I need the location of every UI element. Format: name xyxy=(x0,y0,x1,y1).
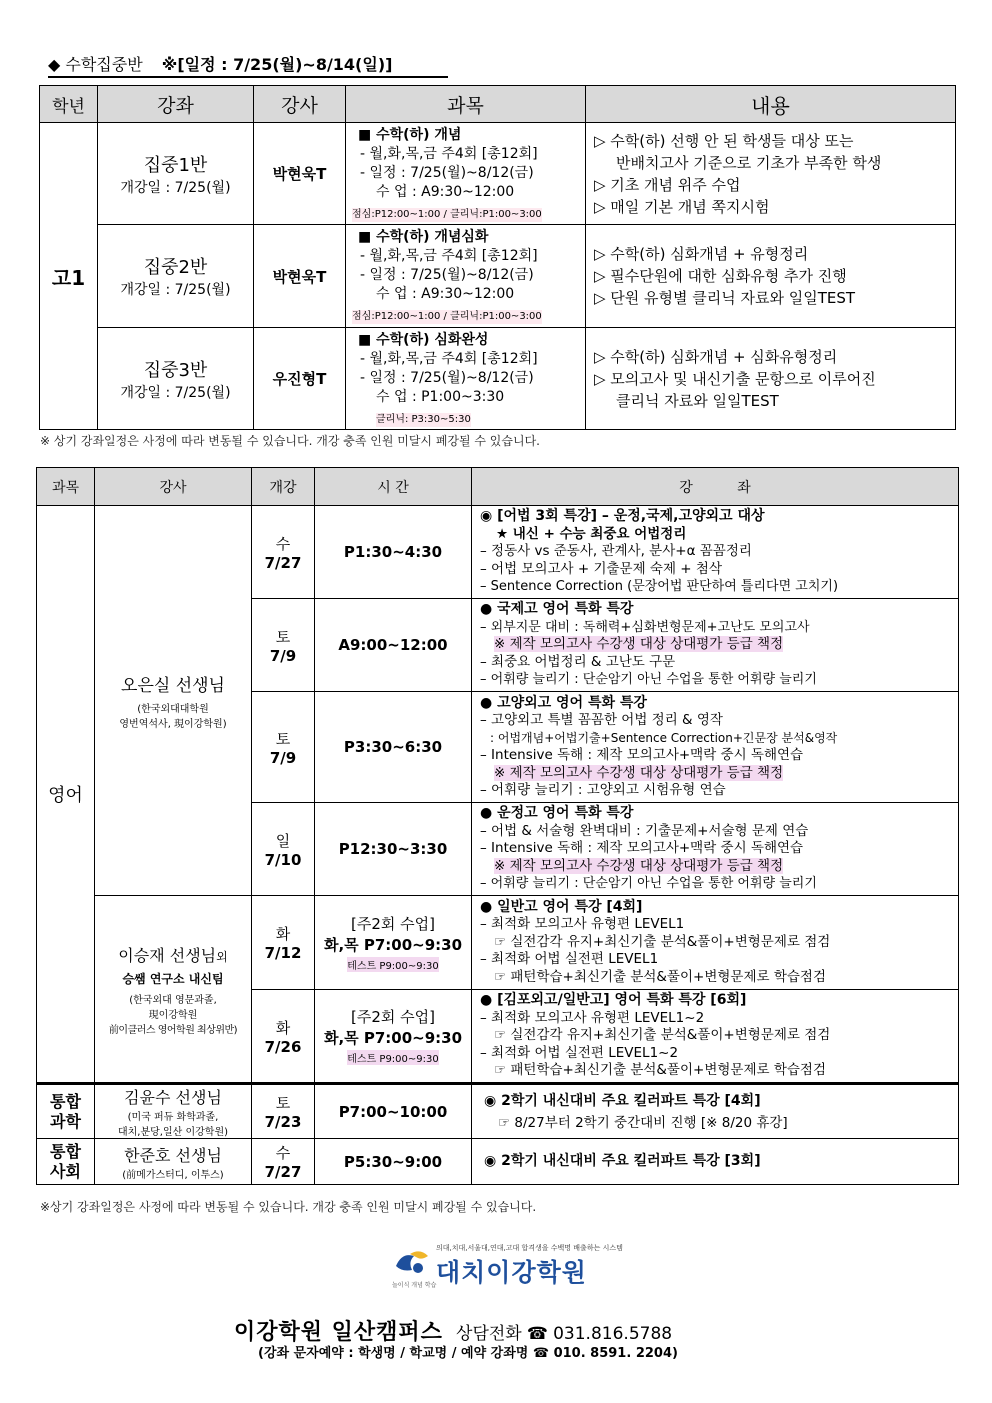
header-content: 내용 xyxy=(586,86,956,123)
time: P12:30~3:30 xyxy=(315,803,472,896)
lecture-line: – 어휘량 늘리기 : 단순암기 아닌 수업을 통한 어휘량 늘리기 xyxy=(480,876,817,892)
content-line: ▷ 필수단원에 대한 심화유형 추가 진행 xyxy=(594,267,847,285)
table-row xyxy=(40,225,956,328)
section2-note: ※상기 강좌일정은 사정에 따라 변동될 수 있습니다. 개강 충족 인원 미달시 폐강될 수 있습니다. xyxy=(40,1200,537,1214)
teacher-sub: (한국외대대학원 xyxy=(137,704,209,715)
subject-line: - 월,화,목,금 주4회 [총12회] xyxy=(360,145,538,162)
title-underline xyxy=(48,76,448,78)
course-start: 개강일 : 7/25(월) xyxy=(120,179,231,196)
test-time: 테스트 P9:00~9:30 xyxy=(347,957,438,972)
time: P3:30~6:30 xyxy=(315,692,472,803)
header-lecture: 강 좌 xyxy=(472,468,959,506)
course-start: 개강일 : 7/25(월) xyxy=(120,282,231,298)
header-subject: 과목 xyxy=(346,86,586,123)
logo-name: 대치이강학원 xyxy=(436,1258,587,1287)
teacher-name: 오은실 선생님 xyxy=(121,676,225,696)
teacher-sub: 영번역석사, 現이강학원) xyxy=(119,719,227,730)
lecture-line: ※ 제작 모의고사 수강생 대상 상대평가 등급 책정 xyxy=(494,857,784,874)
academy-logo xyxy=(392,1240,622,1290)
lecture-title-text: ◉ [어법 3회 특강] – 운정,국제,고양외고 대상 xyxy=(480,508,765,525)
day: 토 xyxy=(275,729,291,748)
header-time: 시 간 xyxy=(315,468,472,506)
date: 7/10 xyxy=(264,850,302,869)
lecture-line: ※ 제작 모의고사 수강생 대상 상대평가 등급 책정 xyxy=(494,636,784,653)
lecture-line: – 어휘량 늘리기 : 단순암기 아닌 수업을 통한 어휘량 늘리기 xyxy=(480,672,817,688)
day: 화 xyxy=(275,1018,291,1037)
subject-science-1: 통합 xyxy=(50,1091,81,1111)
logo-tagline: 의대,치대,서울대,연대,고대 합격생을 수백명 배출하는 시스템 xyxy=(436,1244,623,1252)
teacher-name: 우진형T xyxy=(254,328,346,430)
subject-line: 수 업 : A9:30~12:00 xyxy=(376,286,515,302)
lecture-line: – 어법 & 서술형 완벽대비 : 기출문제+서술형 문제 연습 xyxy=(480,822,809,839)
time: P1:30~4:30 xyxy=(315,506,472,599)
subject-english: 영어 xyxy=(37,506,95,1084)
section1-title: ◆ 수학집중반 xyxy=(48,55,143,74)
logo-sub: 놀이식 개념 학습 xyxy=(392,1282,437,1289)
date: 7/26 xyxy=(264,1037,302,1056)
subject-title: ■ 수학(하) 개념 xyxy=(358,126,462,143)
phone-label: 상담전화 xyxy=(456,1324,522,1344)
header-grade: 학년 xyxy=(40,86,98,123)
phone-number: 031.816.5788 xyxy=(553,1324,673,1344)
content-line: ▷ 모의고사 및 내신기출 문항으로 이루어진 xyxy=(594,369,876,388)
teacher-sub: 前이클러스 영어학원 최상위반) xyxy=(108,1024,238,1036)
content-line: ▷ 수학(하) 선행 안 된 학생들 대상 또는 xyxy=(594,131,854,150)
meal-clinic: 점심:P12:00~1:00 / 클리닉:P1:00~3:00 xyxy=(352,311,542,322)
lecture-line: – 최적화 어법 실전편 LEVEL1~2 xyxy=(480,1044,679,1061)
lecture-title: ● 국제고 영어 특화 특강 xyxy=(480,601,634,618)
subject-line: - 월,화,목,금 주4회 [총12회] xyxy=(360,248,538,264)
lecture-line: ★ 내신 + 수능 최중요 어법정리 xyxy=(496,525,687,542)
teacher-name: 이승재 선생님 xyxy=(118,945,217,965)
lecture-line: – 최적화 모의고사 유형편 LEVEL1~2 xyxy=(480,1009,705,1026)
lecture-line: ☞ 8/27부터 2학기 중간대비 진행 [※ 8/20 휴강] xyxy=(498,1114,788,1131)
table-row xyxy=(40,123,956,225)
content-line: ▷ 수학(하) 심화개념 + 심화유형정리 xyxy=(594,347,838,366)
phone-icon: ☎ xyxy=(526,1324,549,1344)
lecture-title: ◉ 2학기 내신대비 주요 킬러파트 특강 [4회] xyxy=(484,1092,761,1109)
lecture-line: ☞ 패턴학습+최신기출 분석&풀이+변형문제로 학습점검 xyxy=(494,968,826,985)
teacher-name: 박현욱T xyxy=(254,123,346,225)
teacher-sub: 대치,분당,일산 이강학원) xyxy=(117,1127,229,1138)
content-line: ▷ 수학(하) 심화개념 + 유형정리 xyxy=(594,245,809,263)
day: 토 xyxy=(275,1094,291,1112)
grade-cell: 고1 xyxy=(40,123,98,430)
lecture-title xyxy=(480,508,950,526)
lecture-line: : 어법개념+어법기출+Sentence Correction+긴문장 분석&영작 xyxy=(490,730,838,745)
header-open: 개강 xyxy=(252,468,315,506)
lecture-line: – 외부지문 대비 : 독해력+심화변형문제+고난도 모의고사 xyxy=(480,619,810,635)
lecture-line: ☞ 실전감각 유지+최신기출 분석&풀이+변형문제로 점검 xyxy=(494,933,831,950)
time: P5:30~9:00 xyxy=(315,1139,472,1185)
lecture-line: – Sentence Correction (문장어법 판단하여 틀리다면 고치기) xyxy=(480,579,839,595)
teacher-sub: (前메가스터디, 이투스) xyxy=(122,1169,224,1181)
course-name: 집중2반 xyxy=(143,257,208,278)
table-row xyxy=(40,328,956,430)
logo-mark-icon xyxy=(392,1246,432,1282)
content-line: 클리닉 자료와 일일TEST xyxy=(616,391,779,410)
teacher-suffix: 외 xyxy=(216,949,228,964)
teacher-sub: (한국외대 영문과졸, xyxy=(129,994,217,1006)
lecture-line: – 어법 모의고사 + 기출문제 숙제 + 첨삭 xyxy=(480,560,722,577)
campus-name: 이강학원 일산캠퍼스 xyxy=(234,1320,443,1345)
lecture-line: ☞ 실전감각 유지+최신기출 분석&풀이+변형문제로 점검 xyxy=(494,1027,831,1044)
teacher-sub: 現이강학원 xyxy=(148,1009,198,1021)
lecture-line: – 최중요 어법정리 & 고난도 구문 xyxy=(480,653,676,670)
time-note: [주2회 수업] xyxy=(351,914,435,933)
day: 일 xyxy=(275,831,291,850)
date: 7/27 xyxy=(264,1163,302,1181)
date: 7/9 xyxy=(269,748,297,767)
test-time: 테스트 P9:00~9:30 xyxy=(347,1050,438,1065)
math-table xyxy=(39,85,956,430)
header-course: 강좌 xyxy=(98,86,254,123)
clinic: 클리닉: P3:30~5:30 xyxy=(376,413,471,425)
table-row xyxy=(37,1139,959,1185)
section1-note: ※ 상기 강좌일정은 사정에 따라 변동될 수 있습니다. 개강 충족 인원 미달시 폐강될 수 있습니다. xyxy=(40,434,540,448)
subject-line: - 월,화,목,금 주4회 [총12회] xyxy=(360,350,538,367)
date: 7/9 xyxy=(269,646,297,665)
date: 7/12 xyxy=(264,944,302,962)
lecture-line: ※ 제작 모의고사 수강생 대상 상대평가 등급 책정 xyxy=(494,764,784,781)
section1-title-row xyxy=(48,52,392,75)
time: A9:00~12:00 xyxy=(315,599,472,692)
day: 수 xyxy=(275,534,291,553)
header-subject: 과목 xyxy=(37,468,95,506)
teacher-sub: (미국 퍼듀 화학과졸, xyxy=(127,1112,219,1123)
subject-line: - 일정 : 7/25(월)~8/12(금) xyxy=(360,369,534,386)
content-line: 반배치고사 기준으로 기초가 부족한 학생 xyxy=(616,153,882,172)
subject-line: - 일정 : 7/25(월)~8/12(금) xyxy=(360,267,534,283)
time: P7:00~10:00 xyxy=(315,1084,472,1139)
time-note: [주2회 수업] xyxy=(351,1008,435,1026)
lecture-title: ◉ 2학기 내신대비 주요 킬러파트 특강 [3회] xyxy=(484,1153,761,1169)
lecture-line: – 어휘량 늘리기 : 고양외고 시험유형 연습 xyxy=(480,782,726,798)
subject-title: ■ 수학(하) 심화완성 xyxy=(358,331,489,348)
header-teacher: 강사 xyxy=(95,468,252,506)
lecture-line: – 고양외고 특별 꼼꼼한 어법 정리 & 영작 xyxy=(480,712,723,728)
time: 화,목 P7:00~9:30 xyxy=(323,935,463,954)
subject-line: - 일정 : 7/25(월)~8/12(금) xyxy=(360,164,534,181)
header-teacher: 강사 xyxy=(254,86,346,123)
lecture-title: ● 고양외고 영어 특화 특강 xyxy=(480,694,647,711)
subject-social-1: 통합 xyxy=(50,1141,81,1161)
subject-science-2: 과학 xyxy=(50,1111,81,1131)
teacher-name-row xyxy=(95,943,251,966)
day: 수 xyxy=(275,1144,291,1162)
lecture-line: – Intensive 독해 : 제작 모의고사+맥락 중시 독해연습 xyxy=(480,840,804,857)
teacher-name: 박현욱T xyxy=(254,225,346,328)
time: 화,목 P7:00~9:30 xyxy=(323,1029,463,1047)
day: 화 xyxy=(275,925,291,943)
date: 7/23 xyxy=(264,1113,302,1131)
content-line: ▷ 매일 기본 개념 쪽지시험 xyxy=(594,197,770,216)
teacher-name: 한준호 선생님 xyxy=(124,1145,222,1165)
lecture-title: ● 운정고 영어 특화 특강 xyxy=(480,805,634,822)
table-row xyxy=(37,506,959,599)
lecture-line: – 정동사 vs 준동사, 관계사, 분사+α 꼼꼼정리 xyxy=(480,543,752,560)
lecture-line: – 최적화 모의고사 유형편 LEVEL1 xyxy=(480,916,685,933)
date: 7/27 xyxy=(264,553,302,572)
content-line: ▷ 기초 개념 위주 수업 xyxy=(594,175,741,194)
subject-line: 수 업 : P1:00~3:30 xyxy=(376,388,505,405)
day: 토 xyxy=(275,627,291,646)
lecture-table xyxy=(36,467,959,1185)
lecture-line: ☞ 패턴학습+최신기출 분석&풀이+변형문제로 학습점검 xyxy=(494,1062,826,1079)
lecture-line: – Intensive 독해 : 제작 모의고사+맥락 중시 독해연습 xyxy=(480,747,804,763)
teacher-name: 김윤수 선생님 xyxy=(124,1088,222,1107)
lecture-title: ● 일반고 영어 특강 [4회] xyxy=(480,898,643,915)
meal-clinic: 점심:P12:00~1:00 / 클리닉:P1:00~3:00 xyxy=(352,208,542,220)
course-name: 집중3반 xyxy=(143,359,208,381)
table-row xyxy=(37,896,959,990)
lecture-line: – 최적화 어법 실전편 LEVEL1 xyxy=(480,951,659,968)
sms-reservation: (강좌 문자예약 : 학생명 / 학교명 / 예약 강좌명 ☎ 010. 8591. 2204) xyxy=(258,1346,678,1361)
section1-schedule: ※[일정 : 7/25(월)~8/14(일)] xyxy=(161,55,393,74)
subject-title: ■ 수학(하) 개념심화 xyxy=(358,229,489,245)
course-start: 개강일 : 7/25(월) xyxy=(120,384,231,401)
table-row xyxy=(37,1084,959,1139)
lecture-title: ● [김포외고/일반고] 영어 특화 특강 [6회] xyxy=(480,992,747,1009)
course-name: 집중1반 xyxy=(143,154,208,176)
subject-line: 수 업 : A9:30~12:00 xyxy=(376,183,515,200)
content-line: ▷ 단원 유형별 클리닉 자료와 일일TEST xyxy=(594,289,856,307)
teacher-team: 승쌤 연구소 내신팀 xyxy=(122,971,224,986)
subject-social-2: 사회 xyxy=(50,1161,81,1181)
